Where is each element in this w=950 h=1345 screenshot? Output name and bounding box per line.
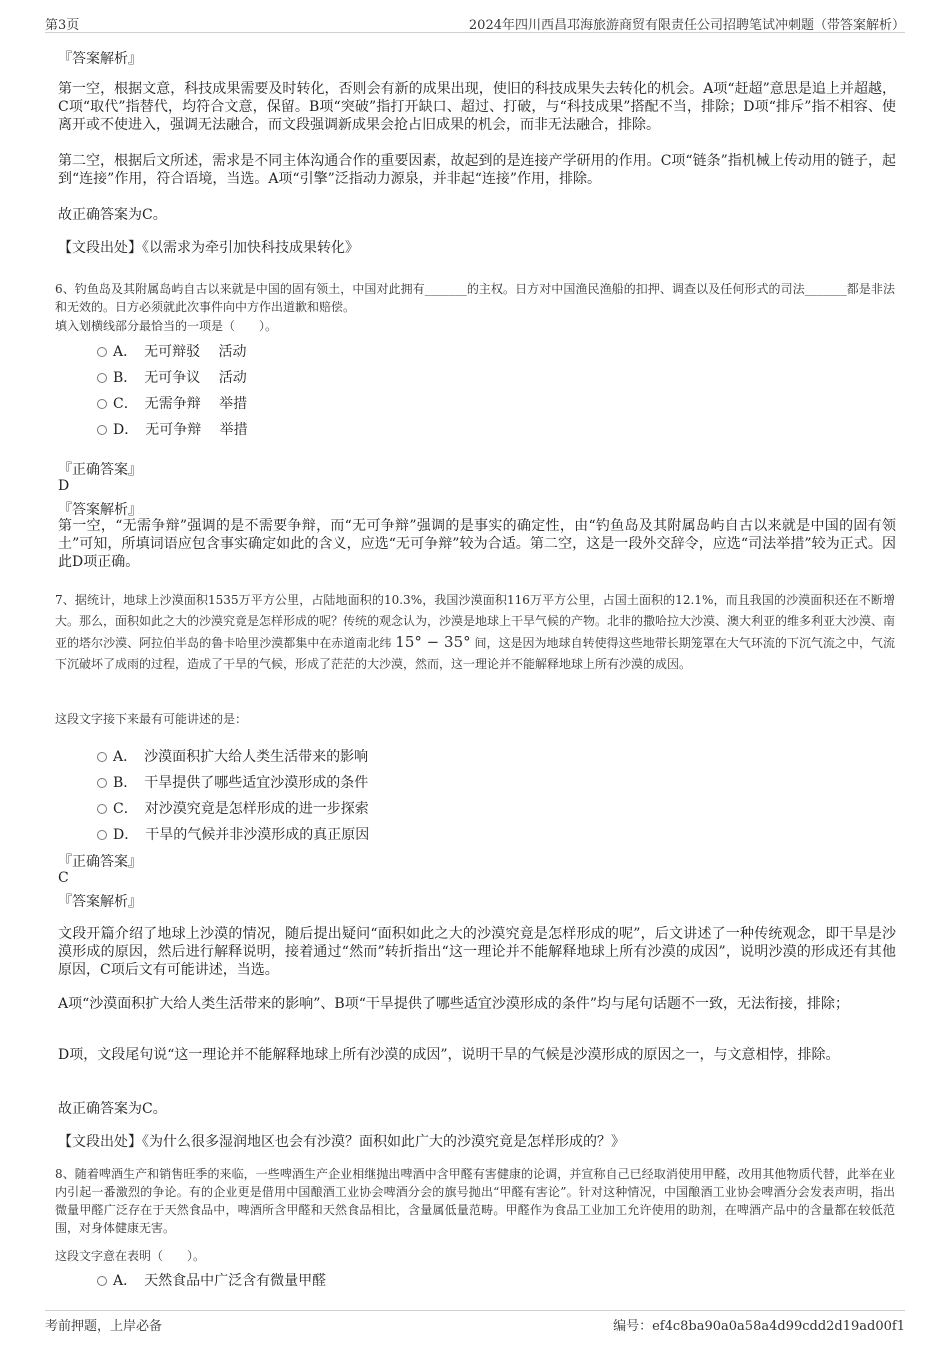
analysis-paragraph: 第一空，“无需争辩”强调的是不需要争辩，而“无可争辩”强调的是事实的确定性，由“钓鱼岛及其附属岛屿自古以来就是中国的固有领土”可知，所填词语应包含事实确定如此的含义，应选“无可争辩”较为合适。第二空，这是一段外交辞令，应选“司法举措”较为正式。因此D项正确。 [58,518,896,570]
source-citation: 【文段出处】《以需求为牵引加快科技成果转化》 [58,240,359,256]
page-header [45,12,905,33]
analysis-paragraph: A项“沙漠面积扩大给人类生活带来的影响”、B项“干旱提供了哪些适宜沙漠形成的条件”均与尾句话题不一致，无法衔接，排除； [58,996,850,1012]
page-footer [45,1310,905,1333]
latitude-range: 15° − 35° [395,633,471,651]
radio-icon[interactable] [97,752,107,762]
question-text: 8、随着啤酒生产和销售旺季的来临，一些啤酒生产企业相继抛出啤酒中含甲醛有害健康的论调，并宣称自己已经取消使用甲醛，改用其他物质代替，此举在业内引起一番激烈的争论。有的企业更是借用中国酿酒工业协会啤酒分会的旗号抛出“甲醛有害论”。针对这种情况，中国酿酒工业协会啤酒分会发表声明，指出微量甲醛广泛存在于天然食品中，啤酒所含甲醛和天然食品相比，含量属低量范畴。甲醛作为食品工业加工允许使用的助剂，在啤酒产品中的含量都在较低范围，对身体健康无害。 [55,1167,895,1235]
footer-slogan: 考前押题，上岸必备 [45,1319,163,1334]
option-a[interactable]: A． 无可辩驳 活动 [97,341,247,361]
question-instruction: 这段文字意在表明（ ）。 [55,1249,206,1263]
analysis-paragraph: 文段开篇介绍了地球上沙漠的情况，随后提出疑问“面积如此之大的沙漠究竟是怎样形成的呢”，后文讲述了一种传统观念，即干旱是沙漠形成的原因，然后进行解释说明，接着通过“然而”转折指出“这一理论并不能解释地球上所有沙漠的成因”，说明沙漠的形成还有其他原因，C项后文有可能讲述，当选。 [58,926,896,978]
radio-icon[interactable] [97,804,107,814]
analysis-paragraph: 第一空，根据文意，科技成果需要及时转化，否则会有新的成果出现，使旧的科技成果失去转化的机会。A项“赶超”意思是追上并超越，C项“取代”指替代，均符合文意，保留。B项“突破”指打开缺口、超过、打破，与“科技成果”搭配不当，排除；D项“排斥”指不相容、使离开或不使进入，强调无法融合，而文段强调新成果会抢占旧成果的机会，而非无法融合，排除。 [58,81,896,133]
option-c[interactable]: C． 无需争辩 举措 [97,393,247,413]
conclusion: 故正确答案为C。 [58,207,167,223]
analysis-label: 『答案解析』 [58,502,142,518]
page-number: 第3页 [45,18,80,33]
option-d[interactable]: D． 干旱的气候并非沙漠形成的真正原因 [97,824,369,844]
analysis-label: 『答案解析』 [58,51,142,67]
source-citation: 【文段出处】《为什么很多湿润地区也会有沙漠？面积如此广大的沙漠究竟是怎样形成的？》 [58,1134,625,1150]
radio-icon[interactable] [97,1276,107,1286]
correct-answer-label: 『正确答案』 [58,854,142,870]
radio-icon[interactable] [97,778,107,788]
question-text: 7、据统计，地球上沙漠面积1535万平方公里，占陆地面积的10.3%，我国沙漠面积116万平方公里，占国土面积的12.1%，而且我国的沙漠面积还在不断增大。那么，面积如此之大的沙漠究竟是怎样形成的呢？传统的观念认为，沙漠是地球上干旱气候的产物。北非的撒哈拉大沙漠、澳大利亚的维多利亚大沙漠、南亚的塔尔沙漠、阿拉伯半岛的鲁卡哈里沙漠都集中在赤道南北纬 15° − 35° 间，这是因为地球自转使得这些地带长期笼罩在大气环流的下沉气流之中，气流下沉破坏了成雨的过程，造成了干旱的气候，形成了茫茫的大沙漠，然而，这一理论并不能解释地球上所有沙漠的成因。 [55,593,896,671]
correct-answer-label: 『正确答案』 [58,462,142,478]
option-a[interactable]: A． 沙漠面积扩大给人类生活带来的影响 [97,746,368,766]
question-text: 6、钓鱼岛及其附属岛屿自古以来就是中国的固有领土，中国对此拥有_______的主权。日方对中国渔民渔船的扣押、调查以及任何形式的司法_______都是非法和无效的。日方必须就此次事件向中方作出道歉和赔偿。 [55,282,895,314]
radio-icon[interactable] [97,425,107,435]
radio-icon[interactable] [97,399,107,409]
option-a[interactable]: A． 天然食品中广泛含有微量甲醛 [97,1270,326,1290]
analysis-paragraph: 第二空，根据后文所述，需求是不同主体沟通合作的重要因素，故起到的是连接产学研用的作用。C项“链条”指机械上传动用的链子，起到“连接”作用，符合语境，当选。A项“引擎”泛指动力源泉，并非起“连接”作用，排除。 [58,153,896,187]
analysis-paragraph: D项，文段尾句说“这一理论并不能解释地球上所有沙漠的成因”，说明干旱的气候是沙漠形成的原因之一，与文意相悖，排除。 [58,1047,840,1063]
radio-icon[interactable] [97,830,107,840]
radio-icon[interactable] [97,373,107,383]
option-b[interactable]: B． 无可争议 活动 [97,367,247,387]
document-code: 编号：ef4c8ba90a0a58a4d99cdd2d19ad00f1 [613,1319,905,1334]
correct-answer: D [58,478,70,494]
analysis-label: 『答案解析』 [58,894,142,910]
conclusion: 故正确答案为C。 [58,1101,167,1117]
option-d[interactable]: D． 无可争辩 举措 [97,419,248,439]
option-c[interactable]: C． 对沙漠究竟是怎样形成的进一步探索 [97,798,369,818]
question-instruction: 这段文字接下来最有可能讲述的是： [55,712,248,726]
option-b[interactable]: B． 干旱提供了哪些适宜沙漠形成的条件 [97,772,368,792]
document-title: 2024年四川西昌邛海旅游商贸有限责任公司招聘笔试冲刺题（带答案解析） [468,18,905,33]
question-instruction: 填入划横线部分最恰当的一项是（ ）。 [55,319,278,333]
radio-icon[interactable] [97,347,107,357]
correct-answer: C [58,870,69,886]
